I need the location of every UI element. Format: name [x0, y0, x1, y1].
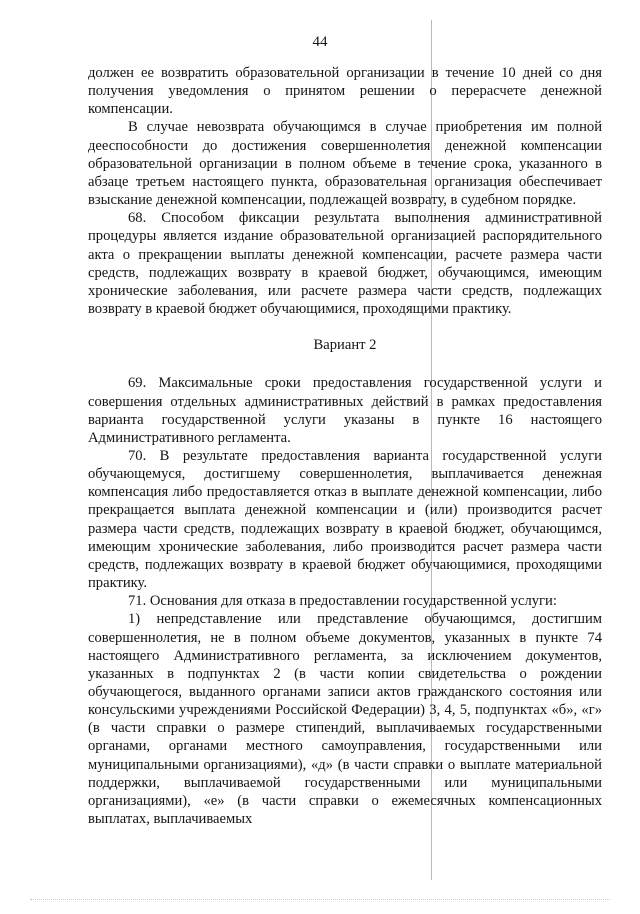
- paragraph-71: 71. Основания для отказа в предоставлении государственной услуги:: [128, 593, 557, 610]
- paragraph-continuation: должен ее возвратить образовательной организации в течение 10 дней со дня получения уведомления о принятом решении о перерасчете денежной компенсации.: [88, 65, 602, 118]
- paragraph-non-return: В случае невозврата обучающимся в случае приобретения им полной дееспособности до достижения совершеннолетия денежной компенсации образовательной организации в полном объеме в течение срока, указанного в абзаце третьем настоящего пункта, образовательная организация обеспечивает взыскание денежной компенсации, подлежащей возврату, в судебном порядке.: [88, 119, 602, 209]
- scan-bottom-marks: [30, 899, 610, 904]
- document-body: [88, 64, 602, 828]
- paragraph-69: 69. Максимальные сроки предоставления государственной услуги и совершения отдельных административных действий в рамках предоставления варианта государственной услуги указаны в пункте 16 настоящего Административного регламента.: [88, 375, 602, 446]
- section-heading: Вариант 2: [313, 337, 377, 354]
- paragraph-70: 70. В результате предоставления варианта государственной услуги обучающемуся, достигшему совершеннолетия, выплачивается денежная компенсация либо предоставляется отказ в выплате денежной компенсации, либо прекращается выплата денежной компенсации и (или) производится расчет размера части средств, подлежащих возврату в краевой бюджет, обучающимся, имеющим хронические заболевания, либо производится расчет размера части средств, подлежащих возврату в краевой бюджет обучающимися, проходящими практику.: [88, 447, 602, 592]
- page-number: 44: [312, 34, 328, 50]
- paragraph-68: 68. Способом фиксации результата выполнения административной процедуры является издание образовательной организацией распорядительного акта о прекращении выплаты денежной компенсации, расчете размера части средств, подлежащих возврату в краевой бюджет, обучающимся, имеющим хронические заболевания, или расчете размера части средств, подлежащих возврату в краевой бюджет обучающимися, проходящими практику.: [88, 210, 602, 318]
- paragraph-71-item-1: 1) непредставление или представление обучающимся, достигшим совершеннолетия, не в полном объеме документов, указанных в пункте 74 настоящего Административного регламента, за исключением документов, указанных в подпунктах 2 (в части копии свидетельства о рождении обучающегося, выданного органами записи актов гражданского состояния или консульскими учреждениями Российской Федерации) 3, 4, 5, подпунктах «б», «г» (в части справки о размере стипендий, выплачиваемых государственными органами, органами местного самоуправления, государственными или муниципальными организациями), «д» (в части справки о выплате материальной поддержки, выплачиваемой государственными или муниципальными организациями), «е» (в части справки о ежемесячных компенсационных выплатах, выплачиваемых: [88, 611, 602, 828]
